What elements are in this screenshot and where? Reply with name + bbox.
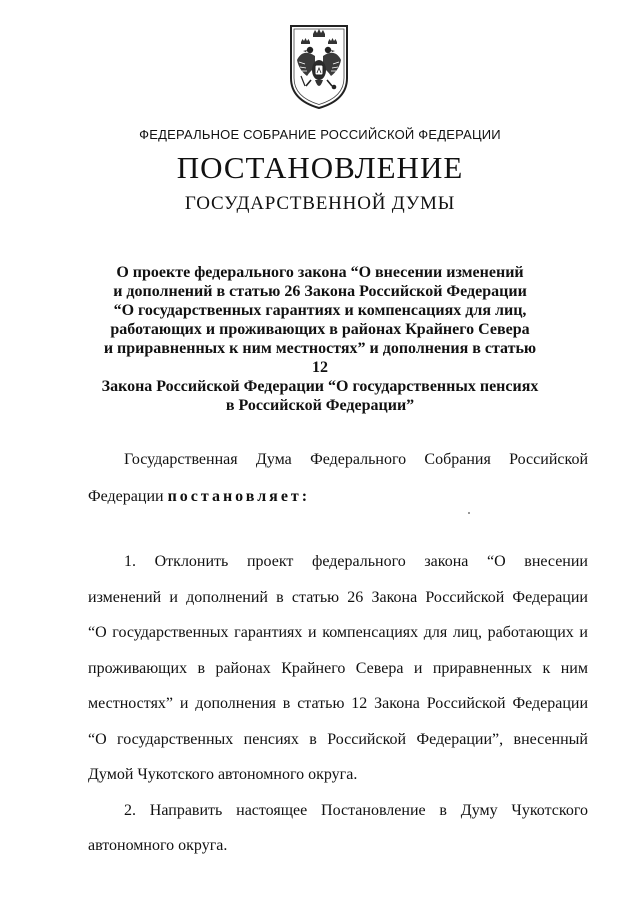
- item-1-line: проживающих в районах Крайнего Севера и приравненных к ним: [88, 659, 588, 677]
- assembly-header: ФЕДЕРАЛЬНОЕ СОБРАНИЕ РОССИЙСКОЙ ФЕДЕРАЦИИ: [139, 127, 501, 142]
- document-type-title: ПОСТАНОВЛЕНИЕ: [176, 150, 464, 185]
- preamble-prefix: Федерации: [88, 488, 168, 505]
- subject-line: и приравненных к ним местностях” и дополнения в статью 12: [103, 340, 537, 376]
- russian-coat-of-arms-icon: [285, 20, 353, 112]
- preamble: [88, 450, 588, 524]
- subject-line: “О государственных гарантиях и компенсациях для лиц,: [113, 302, 527, 319]
- preamble-line: Государственная Дума Федерального Собрания Российской: [124, 451, 588, 468]
- issuing-body: ГОСУДАРСТВЕННОЙ ДУМЫ: [184, 193, 456, 214]
- subject-line: в Российской Федерации”: [225, 397, 415, 414]
- subject-line: О проекте федерального закона “О внесении изменений: [116, 264, 524, 281]
- preamble-line: [88, 487, 588, 524]
- item-1-line: Думой Чукотского автономного округа.: [88, 766, 358, 783]
- item-1-line: “О государственных гарантиях и компенсациях для лиц, работающих и: [88, 624, 588, 641]
- item-1-line: изменений и дополнений в статью 26 Закона Российской Федерации: [88, 588, 588, 606]
- document-subject: [100, 263, 540, 415]
- item-2-line: автономного округа.: [88, 837, 228, 854]
- item-1-line: 1. Отклонить проект федерального закона “О внесении: [124, 553, 588, 570]
- item-1-line: “О государственных пенсиях в Российской Федерации”, внесенный: [88, 730, 588, 748]
- scan-speck: [468, 512, 470, 514]
- subject-line: работающих и проживающих в районах Крайнего Севера: [110, 321, 530, 338]
- subject-line: и дополнений в статью 26 Закона Российской Федерации: [113, 283, 527, 300]
- item-1-line: местностях” и дополнения в статью 12 Закона Российской Федерации: [88, 695, 588, 712]
- resolution-items: [88, 552, 588, 872]
- subject-line: Закона Российской Федерации “О государственных пенсиях: [101, 378, 539, 395]
- item-2-line: 2. Направить настоящее Постановление в Думу Чукотского: [124, 801, 588, 819]
- resolution-verb: постановляет:: [167, 488, 311, 505]
